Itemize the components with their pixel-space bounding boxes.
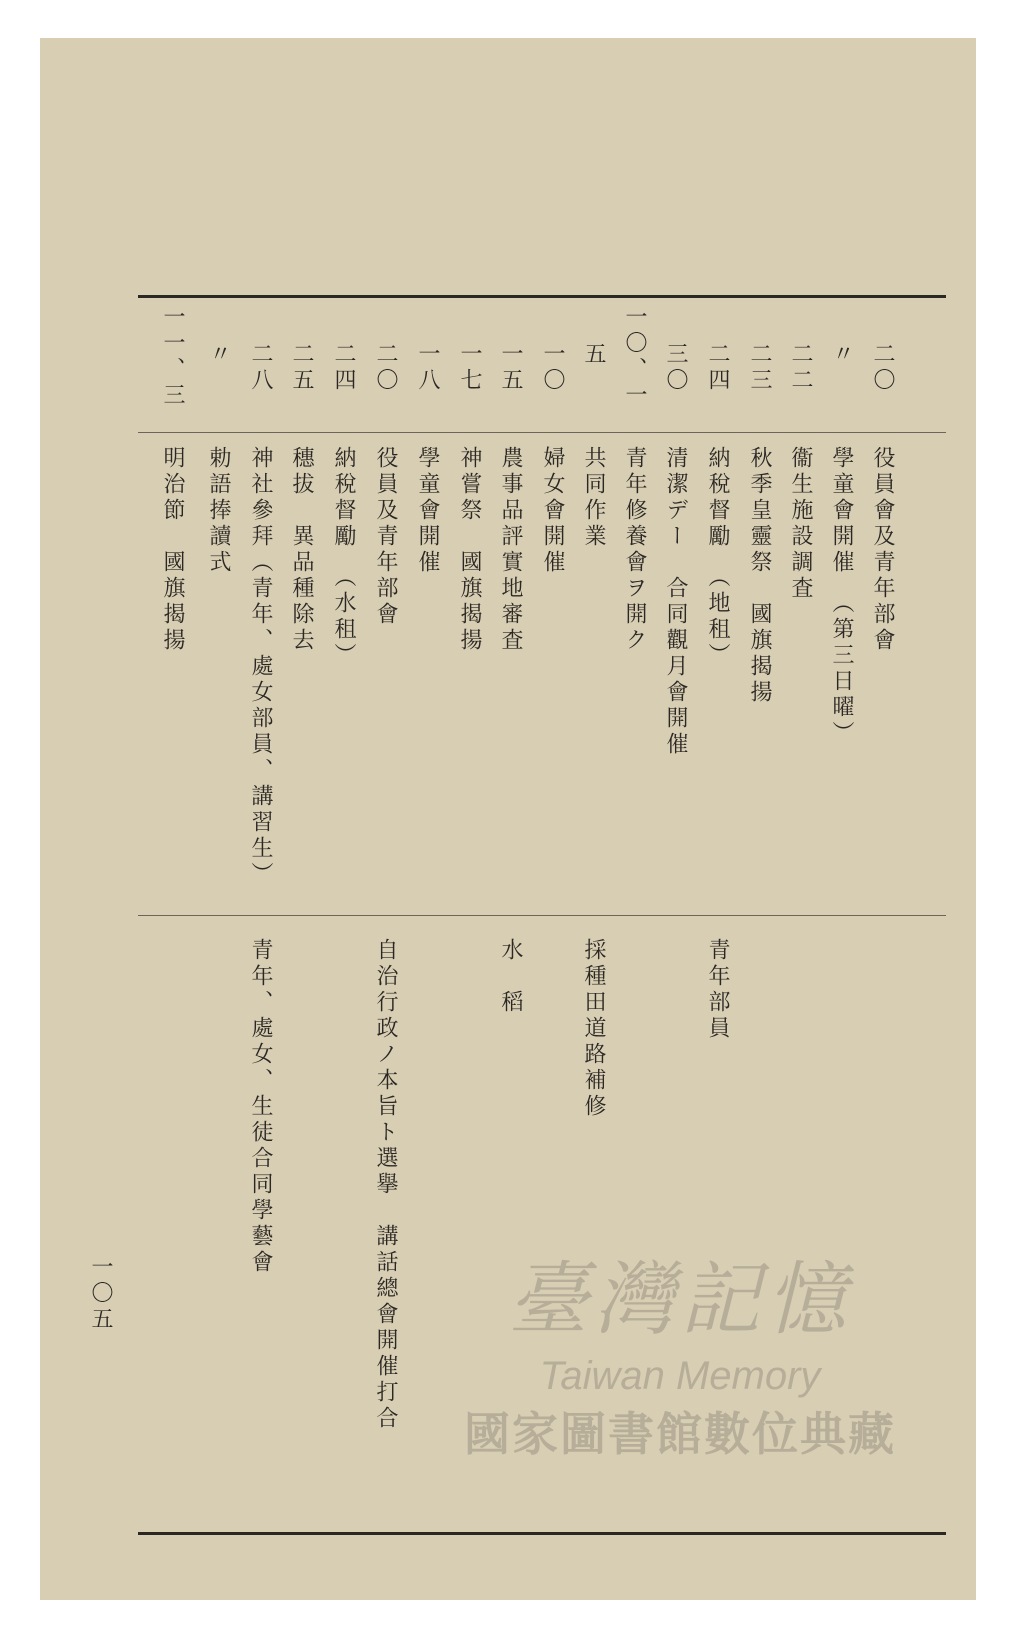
event-cell: 衞生施設調査 xyxy=(788,446,813,602)
event-cell: 明治節 國旗揭揚 xyxy=(160,446,185,654)
date-cell: 二八 xyxy=(248,342,273,394)
date-cell: 一〇、一 xyxy=(622,305,647,409)
date-cell: 五 xyxy=(581,342,606,368)
date-cell: 二二 xyxy=(788,342,813,394)
event-cell: 共同作業 xyxy=(581,446,606,550)
date-cell: 二四 xyxy=(705,342,730,394)
watermark-english: Taiwan Memory xyxy=(539,1354,821,1398)
event-cell: 婦女會開催 xyxy=(540,446,565,576)
date-cell: 〃 xyxy=(206,342,231,368)
watermark xyxy=(420,1250,940,1510)
watermark-logo: 臺灣記憶 xyxy=(508,1253,852,1346)
remark-cell: 水 稻 xyxy=(498,938,523,1016)
date-cell: 二〇 xyxy=(373,342,398,394)
date-cell: 一一、三 xyxy=(160,305,185,409)
watermark-org: 國家圖書館數位典藏 xyxy=(464,1408,896,1460)
date-cell: 一〇 xyxy=(540,342,565,394)
date-cell: 一八 xyxy=(415,342,440,394)
event-cell: 神社參拜（青年、處女部員、講習生） xyxy=(248,446,273,888)
event-cell: 納稅督勵 （地租） xyxy=(705,446,730,669)
date-divider-rule xyxy=(138,432,946,433)
event-cell: 清潔デー 合同觀月會開催 xyxy=(663,446,688,758)
event-cell: 納稅督勵 （水租） xyxy=(331,446,356,669)
event-cell: 學童會開催 （第三日曜） xyxy=(829,446,854,747)
remark-cell: 採種田道路補修 xyxy=(581,938,606,1120)
remark-divider-rule xyxy=(138,915,946,916)
event-cell: 神嘗祭 國旗揭揚 xyxy=(457,446,482,654)
remark-cell: 青年部員 xyxy=(705,938,730,1042)
date-cell: 一五 xyxy=(498,342,523,394)
event-cell: 農事品評實地審査 xyxy=(498,446,523,654)
event-cell: 青年修養會ヲ開ク xyxy=(622,446,647,654)
page-number: 一〇五 xyxy=(88,1255,113,1333)
remark-cell: 自治行政ノ本旨ト選擧 講話總會開催打合 xyxy=(373,938,398,1432)
event-cell: 學童會開催 xyxy=(415,446,440,576)
date-cell: 二三 xyxy=(747,342,772,394)
event-cell: 穗拔 異品種除去 xyxy=(289,446,314,654)
date-cell: 一七 xyxy=(457,342,482,394)
date-cell: 二四 xyxy=(331,342,356,394)
event-cell: 役員會及青年部會 xyxy=(870,446,895,654)
top-rule xyxy=(138,295,946,298)
event-cell: 勅語捧讀式 xyxy=(206,446,231,576)
bottom-rule xyxy=(138,1532,946,1535)
date-cell: 〃 xyxy=(829,342,854,368)
event-cell: 秋季皇靈祭 國旗揭揚 xyxy=(747,446,772,706)
date-cell: 三〇 xyxy=(663,342,688,394)
date-cell: 二〇 xyxy=(870,342,895,394)
remark-cell: 青年、處女、生徒合同學藝會 xyxy=(248,938,273,1276)
date-cell: 二五 xyxy=(289,342,314,394)
event-cell: 役員及青年部會 xyxy=(373,446,398,628)
